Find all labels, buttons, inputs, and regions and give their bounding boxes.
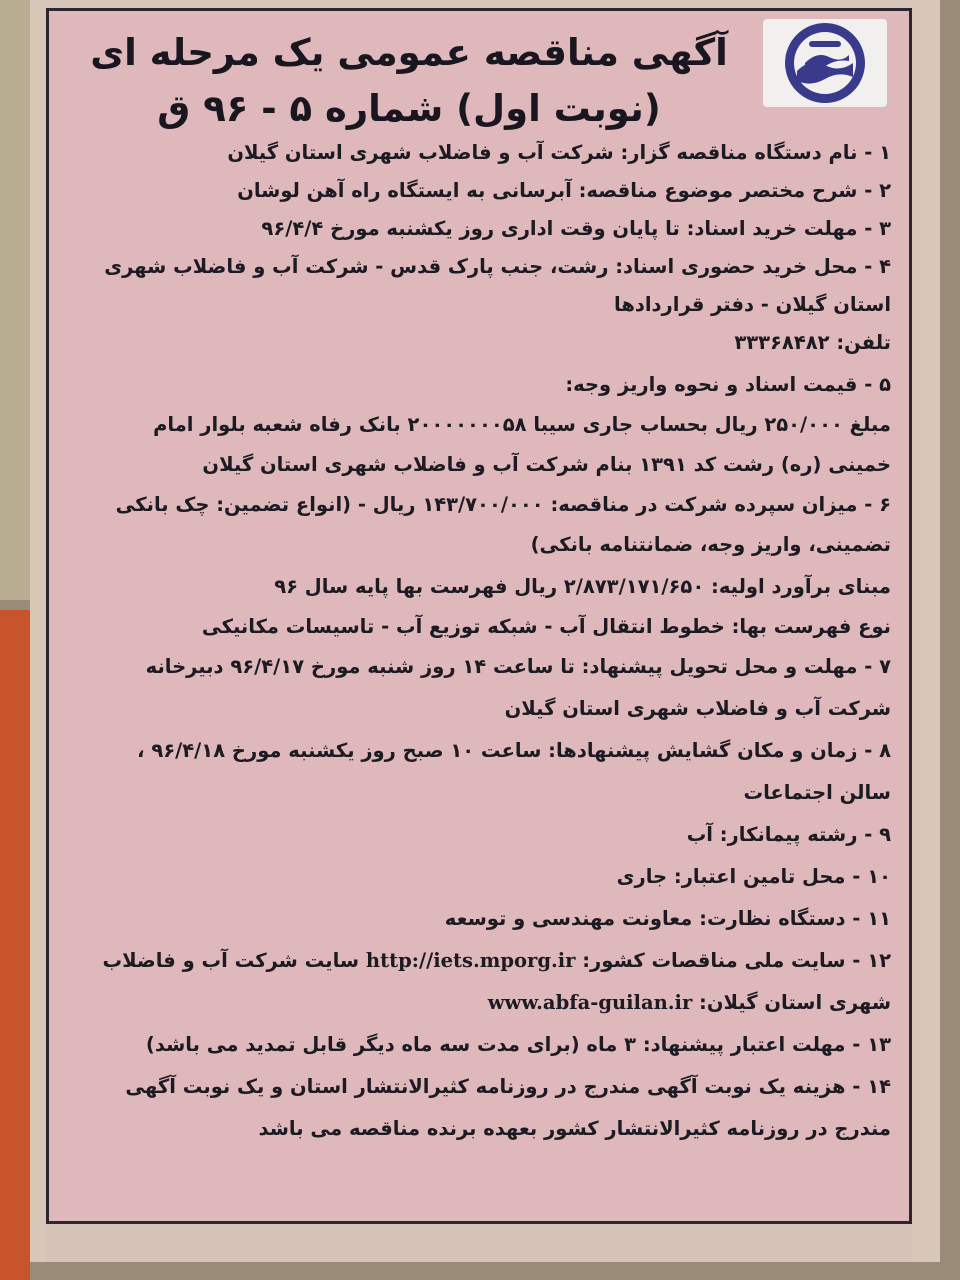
notice-line: ۵ - قیمت اسناد و نحوه واریز وجه: bbox=[565, 373, 891, 396]
notice-line: مبلغ ۲۵۰/۰۰۰ ریال بحساب جاری سیبا ۲۰۰۰۰۰۰۰۵۸ بانک رفاه شعبه بلوار امام bbox=[153, 413, 891, 436]
adjacent-column-top bbox=[0, 0, 30, 600]
notice-title-line1: آگهی مناقصه عمومی یک مرحله ای bbox=[90, 31, 728, 74]
notice-line: سالن اجتماعات bbox=[743, 781, 891, 804]
line12a-suffix: سایت شرکت آب و فاضلاب bbox=[102, 949, 360, 972]
adjacent-column-bottom bbox=[0, 610, 30, 1280]
abfa-link[interactable]: www.abfa-guilan.ir bbox=[487, 991, 693, 1014]
notice-line-12a bbox=[102, 949, 891, 972]
notice-line: مبنای برآورد اولیه: ۲/۸۷۳/۱۷۱/۶۵۰ ریال فهرست بها پایه سال ۹۶ bbox=[274, 575, 891, 598]
notice-line: ۹ - رشته پیمانکار: آب bbox=[686, 823, 891, 846]
notice-line: ۷ - مهلت و محل تحویل پیشنهاد: تا ساعت ۱۴ روز شنبه مورخ ۹۶/۴/۱۷ دبیرخانه bbox=[145, 655, 891, 678]
notice-line: مندرج در روزنامه کثیرالانتشار کشور بعهده برنده مناقصه می باشد bbox=[258, 1117, 891, 1140]
notice-line: ۲ - شرح مختصر موضوع مناقصه: آبرسانی به ایستگاه راه آهن لوشان bbox=[237, 179, 891, 202]
line12b-prefix: شهری استان گیلان: bbox=[699, 991, 891, 1014]
notice-line: شرکت آب و فاضلاب شهری استان گیلان bbox=[504, 697, 891, 720]
water-company-logo-icon bbox=[763, 19, 887, 107]
notice-line: خمینی (ره) رشت کد ۱۳۹۱ بنام شرکت آب و فاضلاب شهری استان گیلان bbox=[202, 453, 891, 476]
notice-line: ۱۴ - هزینه یک نوبت آگهی مندرج در روزنامه کثیرالانتشار استان و یک نوبت آگهی bbox=[125, 1075, 891, 1098]
notice-line: نوع فهرست بها: خطوط انتقال آب - شبکه توزیع آب - تاسیسات مکانیکی bbox=[201, 615, 891, 638]
page-bottom-margin bbox=[46, 1224, 912, 1262]
notice-line: ۱۱ - دستگاه نظارت: معاونت مهندسی و توسعه bbox=[444, 907, 891, 930]
notice-line: ۴ - محل خرید حضوری اسناد: رشت، جنب پارک قدس - شرکت آب و فاضلاب شهری bbox=[104, 255, 891, 278]
notice-line: ۱۰ - محل تامین اعتبار: جاری bbox=[616, 865, 891, 888]
line12a-prefix: ۱۲ - سایت ملی مناقصات کشور: bbox=[582, 949, 891, 972]
tender-notice bbox=[46, 8, 912, 1224]
notice-line: استان گیلان - دفتر قراردادها bbox=[614, 293, 891, 316]
notice-title-line2: (نوبت اول) شماره ۵ - ۹۶ ق bbox=[157, 87, 661, 130]
notice-line: ۸ - زمان و مکان گشایش پیشنهادها: ساعت ۱۰ صبح روز یکشنبه مورخ ۹۶/۴/۱۸ ، bbox=[137, 739, 891, 762]
notice-line: ۱ - نام دستگاه مناقصه گزار: شرکت آب و فاضلاب شهری استان گیلان bbox=[227, 141, 891, 164]
notice-line: ۶ - میزان سپرده شرکت در مناقصه: ۱۴۳/۷۰۰/۰۰۰ ریال - (انواع تضمین: چک بانکی bbox=[115, 493, 891, 516]
notice-line: ۳ - مهلت خرید اسناد: تا پایان وقت اداری روز یکشنبه مورخ ۹۶/۴/۴ bbox=[261, 217, 891, 240]
notice-line: تضمینی، واریز وجه، ضمانتنامه بانکی) bbox=[530, 533, 891, 556]
iets-link[interactable]: http://iets.mporg.ir bbox=[365, 949, 576, 972]
notice-line-12b bbox=[488, 991, 891, 1014]
notice-line: تلفن: ۳۳۳۶۸۴۸۲ bbox=[734, 331, 891, 354]
notice-line: ۱۳ - مهلت اعتبار پیشنهاد: ۳ ماه (برای مدت سه ماه دیگر قابل تمدید می باشد) bbox=[145, 1033, 891, 1056]
